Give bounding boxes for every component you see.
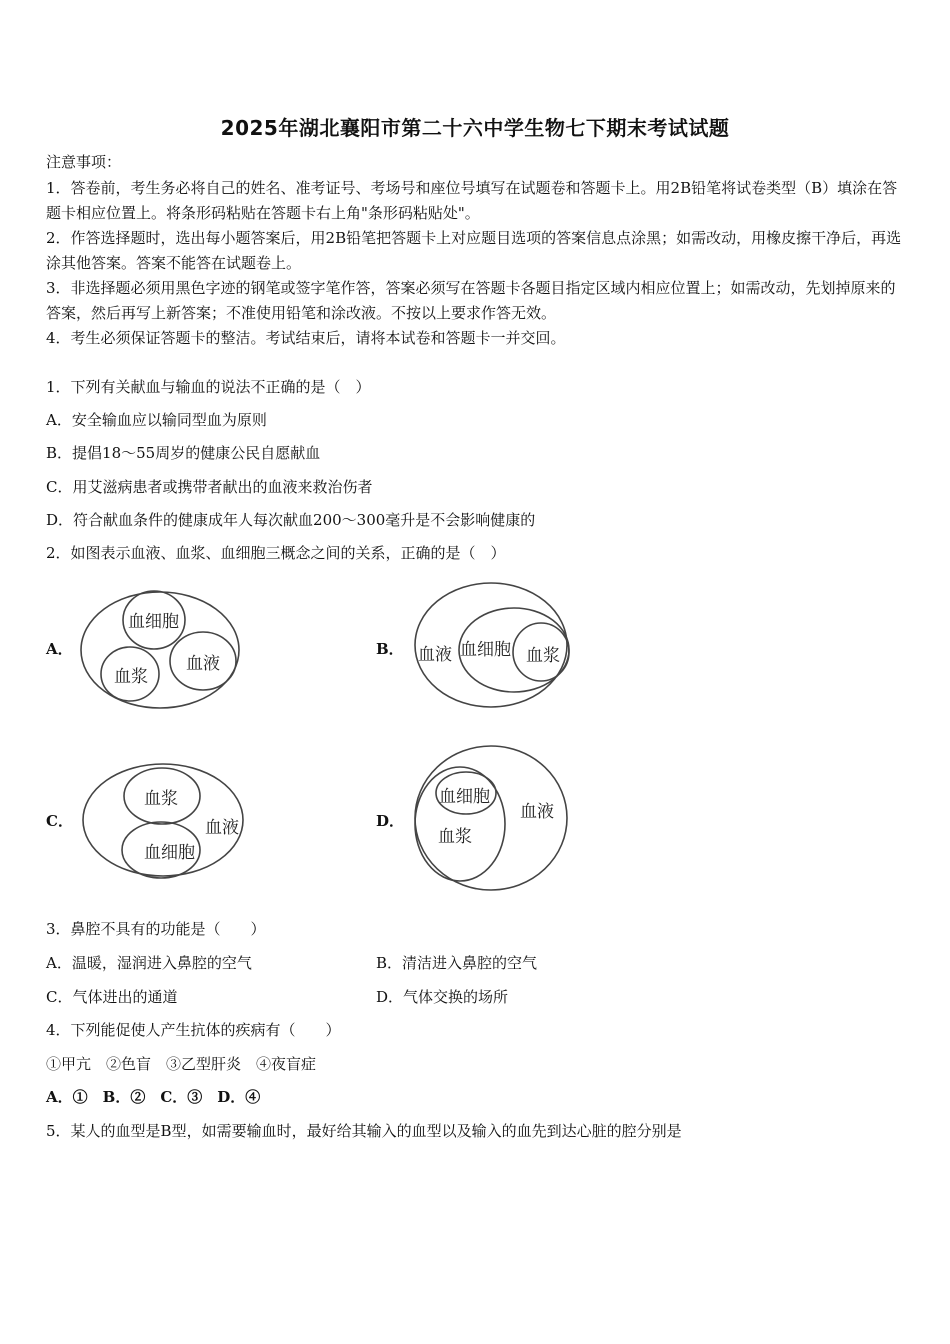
notice-item-3: 3．非选择题必须用黑色字迹的钢笔或签字笔作答，答案必须写在答题卡各题目指定区域内相应位置上；如需改动，先划掉原来的答案，然后再写上新答案；不准使用铅笔和涂改液。不按以上要求作答无效。	[46, 279, 896, 322]
notice-item-1: 1．答卷前，考生务必将自己的姓名、准考证号、考场号和座位号填写在试题卷和答题卡上。用2B铅笔将试卷类型（B）填涂在答题卡相应位置上。将条形码粘贴在答题卡右上角"条形码粘贴处"。	[46, 179, 898, 222]
venn-d-middle	[415, 767, 505, 881]
venn-a-text-plasma: 血浆	[114, 667, 148, 687]
venn-diagram-a	[78, 588, 244, 714]
notice-item-2: 2．作答选择题时，选出每小题答案后，用2B铅笔把答题卡上对应题目选项的答案信息点涂黑；如需改动，用橡皮擦干净后，再选涂其他答案。答案不能答在试题卷上。	[46, 229, 902, 272]
q2-label-d: D．	[376, 812, 405, 830]
venn-d-text-blood: 血液	[520, 802, 554, 822]
venn-a-text-cells: 血细胞	[128, 612, 179, 632]
venn-c-text-blood: 血液	[205, 818, 239, 838]
venn-b-text-blood: 血液	[418, 645, 452, 665]
q3-stem: 3．鼻腔不具有的功能是（ ）	[46, 920, 266, 938]
venn-d-text-plasma: 血浆	[438, 827, 472, 847]
notice-item-4: 4．考生必须保证答题卡的整洁。考试结束后，请将本试卷和答题卡一并交回。	[46, 329, 566, 347]
venn-diagram-b	[412, 580, 574, 712]
q3-option-d: D．气体交换的场所	[376, 988, 509, 1006]
venn-a-outer	[81, 592, 239, 708]
q4-options: A．① B．② C．③ D．④	[46, 1088, 261, 1106]
notice-heading: 注意事项：	[46, 153, 122, 171]
venn-c-text-plasma: 血浆	[144, 789, 178, 809]
q5-stem: 5．某人的血型是B型，如需要输血时，最好给其输入的血型以及输入的血先到达心脏的腔分别是	[46, 1122, 682, 1140]
q2-stem: 2．如图表示血液、血浆、血细胞三概念之间的关系，正确的是（ ）	[46, 544, 506, 562]
venn-a-text-blood: 血液	[186, 654, 220, 674]
q1-option-a: A．安全输血应以输同型血为原则	[46, 411, 267, 429]
venn-b-text-cells: 血细胞	[460, 640, 511, 660]
q3-option-a: A．温暖，湿润进入鼻腔的空气	[46, 954, 252, 972]
q2-label-a: A．	[46, 640, 73, 658]
q2-label-b: B．	[376, 640, 404, 658]
venn-c-text-cells: 血细胞	[144, 843, 195, 863]
venn-b-text-plasma: 血浆	[526, 646, 560, 666]
venn-diagram-d	[412, 742, 574, 894]
q2-label-c: C．	[46, 812, 73, 830]
venn-diagram-c	[80, 762, 248, 884]
q1-option-c: C．用艾滋病患者或携带者献出的血液来救治伤者	[46, 478, 373, 496]
q1-stem: 1．下列有关献血与输血的说法不正确的是（ ）	[46, 378, 371, 396]
page-title: 2025年湖北襄阳市第二十六中学生物七下期末考试试题	[220, 116, 730, 140]
q1-option-b: B．提倡18～55周岁的健康公民自愿献血	[46, 444, 321, 462]
venn-d-text-cells: 血细胞	[439, 787, 490, 807]
q3-option-c: C．气体进出的通道	[46, 988, 178, 1006]
q4-items: ①甲亢 ②色盲 ③乙型肝炎 ④夜盲症	[46, 1055, 317, 1073]
q4-stem: 4．下列能促使人产生抗体的疾病有（ ）	[46, 1021, 341, 1039]
q3-option-b: B．清洁进入鼻腔的空气	[376, 954, 538, 972]
q1-option-d: D．符合献血条件的健康成年人每次献血200～300毫升是不会影响健康的	[46, 511, 536, 529]
